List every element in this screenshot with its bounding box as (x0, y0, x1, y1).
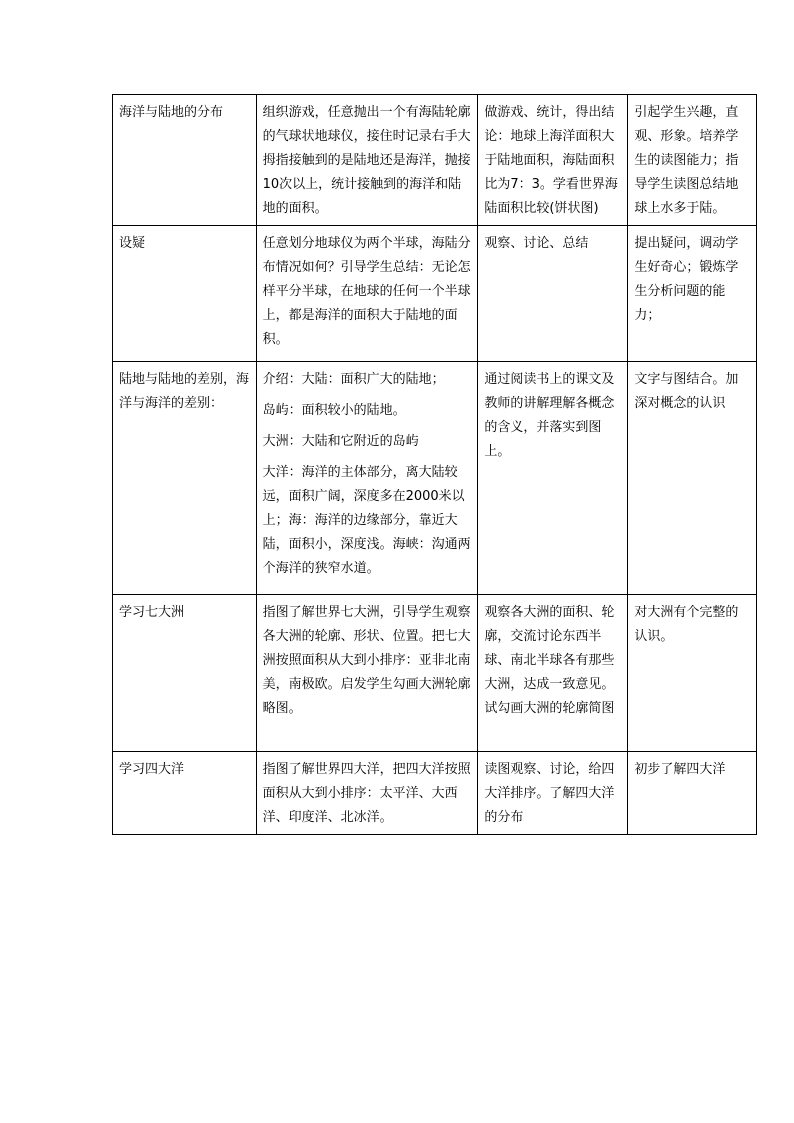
definition-paragraph: 介绍：大陆：面积广大的陆地； (262, 372, 445, 387)
design-intent-cell: 对大洲有个完整的认识。 (628, 595, 757, 752)
design-intent-cell: 初步了解四大洋 (628, 752, 757, 835)
table-row (113, 595, 757, 752)
teacher-activity-cell: 指图了解世界四大洋，把四大洋按照面积从大到小排序：太平洋、大西洋、印度洋、北冰洋。 (256, 752, 478, 835)
student-activity-cell: 通过阅读书上的课文及教师的讲解理解各概念的含义，并落实到图上。 (478, 362, 628, 595)
definition-paragraph: 岛屿：面积较小的陆地。 (262, 403, 406, 418)
teacher-activity-cell: 任意划分地球仪为两个半球，海陆分布情况如何？引导学生总结：无论怎样平分半球，在地球的任何一个半球上，都是海洋的面积大于陆地的面积。 (256, 226, 478, 362)
definition-paragraph: 大洲：大陆和它附近的岛屿 (262, 434, 419, 449)
design-intent-cell: 文字与图结合。加深对概念的认识 (628, 362, 757, 595)
topic-cell: 学习七大洲 (113, 595, 257, 752)
student-activity-cell: 观察各大洲的面积、轮廓，交流讨论东西半球、南北半球各有那些大洲，达成一致意见。试勾画大洲的轮廓简图 (478, 595, 628, 752)
topic-cell: 设疑 (113, 226, 257, 362)
teacher-activity-cell: 指图了解世界七大洲，引导学生观察各大洲的轮廓、形状、位置。把七大洲按照面积从大到小排序：亚非北南美，南极欧。启发学生勾画大洲轮廓略图。 (256, 595, 478, 752)
topic-cell: 海洋与陆地的分布 (113, 95, 257, 226)
table-row (113, 362, 757, 595)
design-intent-cell: 引起学生兴趣，直观、形象。培养学生的读图能力；指导学生读图总结地球上水多于陆。 (628, 95, 757, 226)
student-activity-cell: 做游戏、统计，得出结论：地球上海洋面积大于陆地面积，海陆面积比为7：3。学看世界海陆面积比较(饼状图) (478, 95, 628, 226)
student-activity-cell: 读图观察、讨论，给四大洋排序。了解四大洋的分布 (478, 752, 628, 835)
table-row (113, 752, 757, 835)
design-intent-cell: 提出疑问，调动学生好奇心；锻炼学生分析问题的能力； (628, 226, 757, 362)
table-row (113, 95, 757, 226)
definition-paragraph: 大洋：海洋的主体部分，离大陆较远，面积广阔，深度多在2000米以上；海：海洋的边缘部分，靠近大陆，面积小，深度浅。海峡：沟通两个海洋的狭窄水道。 (262, 465, 471, 576)
table-row (113, 226, 757, 362)
teacher-activity-cell: 组织游戏，任意抛出一个有海陆轮廓的气球状地球仪，接住时记录右手大拇指接触到的是陆地还是海洋，抛接10次以上，统计接触到的海洋和陆地的面积。 (256, 95, 478, 226)
lesson-plan-table (112, 94, 757, 835)
student-activity-cell: 观察、讨论、总结 (478, 226, 628, 362)
topic-cell: 学习四大洋 (113, 752, 257, 835)
topic-cell: 陆地与陆地的差别，海洋与海洋的差别： (113, 362, 257, 595)
teacher-activity-cell (256, 362, 478, 595)
